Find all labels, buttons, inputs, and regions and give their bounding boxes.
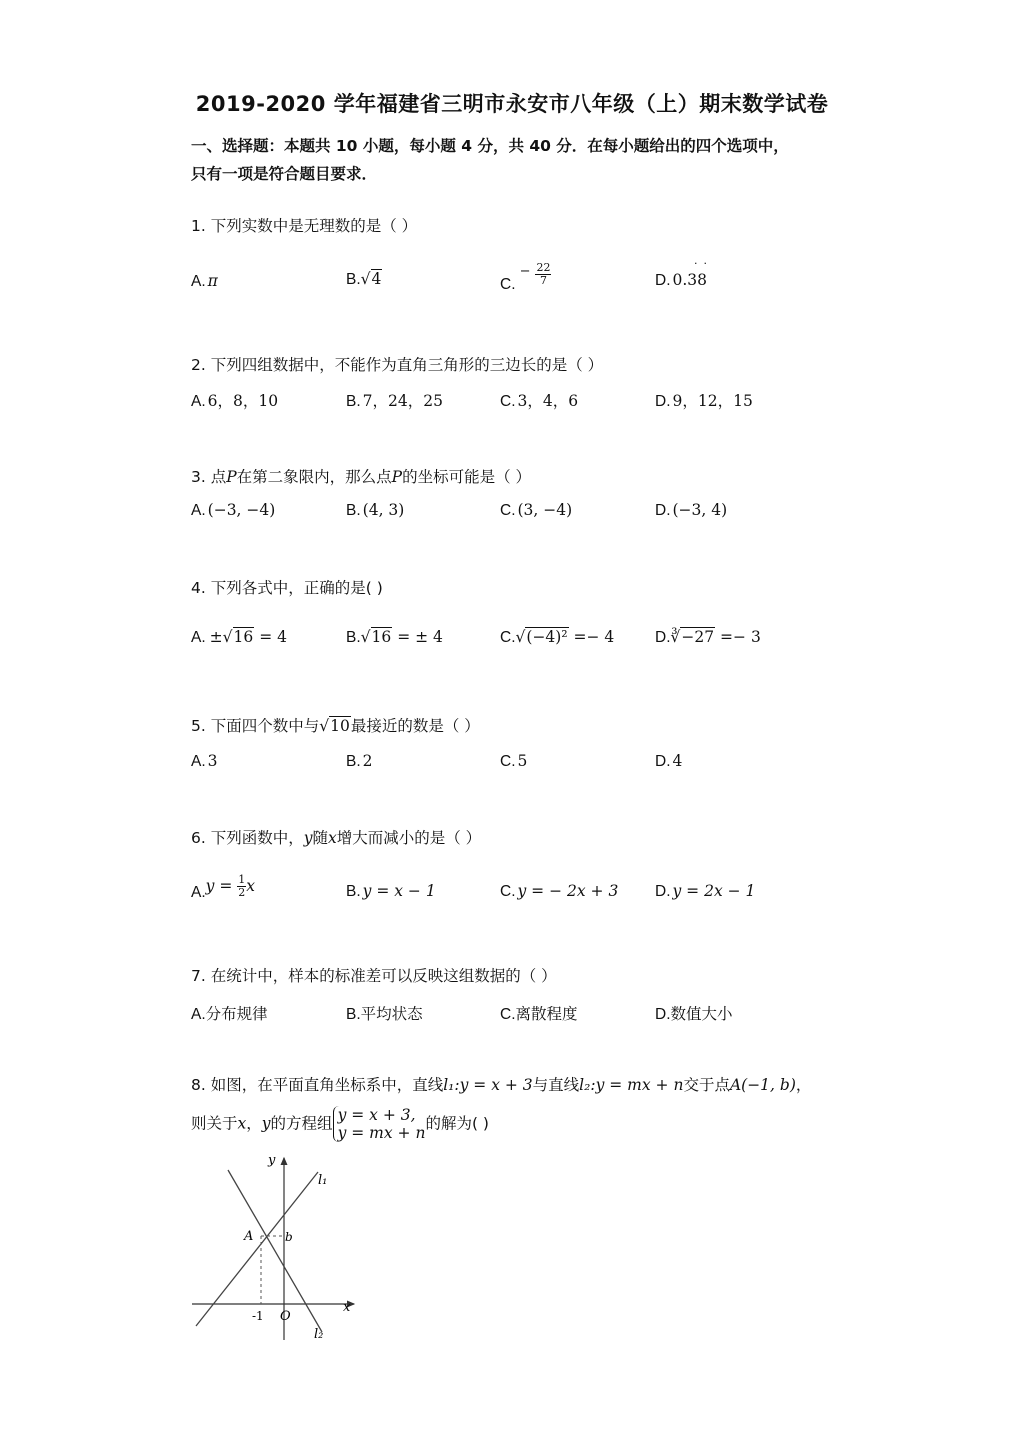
repeating-dots: ·· bbox=[694, 257, 713, 270]
option-label: D. bbox=[655, 502, 671, 519]
option-value: (4, 3) bbox=[362, 501, 405, 519]
point-a-label: A bbox=[244, 1229, 254, 1244]
radicand: 16 bbox=[371, 628, 392, 646]
option-value: (−3, −4) bbox=[207, 501, 276, 519]
option-label: A. bbox=[191, 393, 206, 410]
stem-text: 的方程组 bbox=[270, 1114, 333, 1133]
variable-x: x bbox=[237, 1114, 247, 1133]
option-label: C. bbox=[500, 276, 516, 293]
q4-option-c[interactable] bbox=[500, 628, 614, 647]
q5-option-b[interactable] bbox=[346, 752, 373, 771]
q5-option-d[interactable] bbox=[655, 752, 682, 771]
option-value: y = 2x − 1 bbox=[672, 882, 756, 900]
section-heading-line1: 一、选择题：本题共 10 小题，每小题 4 分，共 40 分．在每小题给出的四个选项中， bbox=[191, 137, 789, 155]
option-label: B. bbox=[346, 629, 361, 646]
option-value: 2 bbox=[362, 752, 373, 770]
option-label: C. bbox=[500, 629, 516, 646]
variable-x: x bbox=[246, 877, 256, 895]
option-label: B. bbox=[346, 1006, 361, 1023]
line-l1 bbox=[196, 1172, 318, 1326]
origin-label: O bbox=[280, 1309, 291, 1324]
option-value: 3 bbox=[207, 752, 218, 770]
sqrt-expression: √10 bbox=[319, 717, 350, 735]
q1-option-c[interactable] bbox=[500, 261, 551, 293]
line-l1-equation: l₁:y = x + 3 bbox=[443, 1076, 533, 1094]
fraction bbox=[237, 874, 246, 899]
option-value: π bbox=[207, 272, 218, 290]
stem-text: 的坐标可能是（ ） bbox=[402, 468, 532, 486]
stem-text: 最接近的数是（ ） bbox=[350, 717, 480, 735]
stem-text: ， bbox=[246, 1114, 262, 1133]
question-5-stem bbox=[191, 714, 480, 736]
option-label: D. bbox=[655, 629, 671, 646]
q3-option-a[interactable] bbox=[191, 501, 275, 520]
question-8-stem-line2 bbox=[191, 1106, 489, 1142]
q6-option-a[interactable] bbox=[191, 874, 255, 899]
option-label: A. bbox=[191, 629, 206, 646]
line-l1-label: l₁ bbox=[318, 1173, 328, 1188]
stem-text: 6. 下列函数中， bbox=[191, 829, 304, 847]
question-4-stem: 4. 下列各式中，正确的是( ) bbox=[191, 579, 383, 597]
option-label: C. bbox=[500, 502, 516, 519]
option-value: 平均状态 bbox=[360, 1005, 423, 1023]
option-label: D. bbox=[655, 753, 671, 770]
variable-p: P bbox=[391, 468, 403, 486]
option-label: B. bbox=[346, 502, 361, 519]
option-value: y = − 2x + 3 bbox=[517, 882, 619, 900]
section-heading-line2: 只有一项是符合题目要求． bbox=[191, 165, 378, 183]
q1-option-a[interactable] bbox=[191, 272, 218, 291]
equation-lhs: y = bbox=[205, 877, 238, 895]
neg-one-label: -1 bbox=[252, 1309, 264, 1323]
option-value: 3，4，6 bbox=[517, 392, 579, 410]
option-label: D. bbox=[655, 1006, 671, 1023]
q7-option-d[interactable] bbox=[655, 1002, 733, 1024]
fraction-denominator: 7 bbox=[539, 274, 547, 287]
option-label: C. bbox=[500, 753, 516, 770]
option-label: A. bbox=[191, 502, 206, 519]
plus-minus: ± bbox=[209, 628, 223, 646]
option-label: C. bbox=[500, 393, 516, 410]
stem-text: 8. 如图，在平面直角坐标系中，直线 bbox=[191, 1076, 444, 1094]
cube-root-expression bbox=[671, 627, 716, 646]
q7-option-b[interactable] bbox=[346, 1002, 423, 1024]
radicand: (−4)² bbox=[526, 628, 568, 646]
option-label: A. bbox=[191, 884, 206, 901]
stem-text: 的解为( ) bbox=[425, 1114, 489, 1133]
sqrt-expression: √16 bbox=[222, 628, 254, 646]
stem-text: 交于点 bbox=[683, 1076, 730, 1094]
option-value: 7，24，25 bbox=[362, 392, 443, 410]
stem-text: 3. 点 bbox=[191, 468, 227, 486]
radicand: −27 bbox=[681, 628, 715, 646]
option-label: D. bbox=[655, 272, 671, 289]
option-label: D. bbox=[655, 393, 671, 410]
option-value: 数值大小 bbox=[670, 1005, 733, 1023]
option-value: (3, −4) bbox=[517, 501, 573, 519]
fraction-numerator: 1 bbox=[238, 873, 246, 886]
option-label: A. bbox=[191, 753, 206, 770]
option-label: B. bbox=[346, 271, 361, 288]
option-equation-rest: = ± 4 bbox=[392, 628, 443, 646]
option-value: 分布规律 bbox=[205, 1005, 268, 1023]
fraction-numerator: 22 bbox=[536, 261, 551, 274]
variable-x: x bbox=[328, 829, 337, 847]
minus-sign: − bbox=[515, 264, 531, 279]
b-label: b bbox=[285, 1230, 293, 1244]
option-value: 5 bbox=[517, 752, 528, 770]
q1-option-d[interactable] bbox=[655, 257, 713, 290]
stem-text: 与直线 bbox=[532, 1076, 580, 1094]
q2-option-c[interactable] bbox=[500, 389, 578, 411]
cube-root-sign: ∛ bbox=[670, 628, 681, 646]
q2-option-d[interactable] bbox=[655, 389, 753, 411]
coordinate-graph bbox=[188, 1148, 368, 1348]
equation-2: y = mx + n bbox=[337, 1124, 426, 1142]
q1-option-b[interactable] bbox=[346, 270, 382, 289]
option-equation-rest: =− 4 bbox=[568, 628, 615, 646]
q7-option-a[interactable] bbox=[191, 1002, 268, 1024]
stem-text: 增大而减小的是（ ） bbox=[336, 829, 482, 847]
q4-option-b[interactable] bbox=[346, 628, 443, 647]
page-title: 2019-2020 学年福建省三明市永安市八年级（上）期末数学试卷 bbox=[195, 92, 829, 116]
stem-text: 则关于 bbox=[191, 1114, 238, 1133]
question-3-stem bbox=[191, 465, 531, 487]
option-value: (−3, 4) bbox=[672, 501, 728, 519]
line-l2-label: l₂ bbox=[314, 1327, 324, 1342]
option-value: 离散程度 bbox=[515, 1005, 578, 1023]
option-label: A. bbox=[191, 1006, 206, 1023]
q2-option-b[interactable] bbox=[346, 389, 443, 411]
option-equation-rest: =− 3 bbox=[715, 628, 761, 646]
option-value: 0.38 bbox=[672, 271, 708, 289]
q7-option-c[interactable] bbox=[500, 1002, 578, 1024]
q4-option-a[interactable] bbox=[191, 628, 287, 647]
fraction bbox=[535, 262, 551, 287]
q3-option-c[interactable] bbox=[500, 501, 572, 520]
q5-option-a[interactable] bbox=[191, 752, 218, 771]
sqrt-expression: √4 bbox=[360, 270, 382, 288]
option-value: 4 bbox=[672, 752, 683, 770]
stem-text: 5. 下面四个数中与 bbox=[191, 717, 320, 735]
q3-option-b[interactable] bbox=[346, 501, 404, 520]
option-value: y = x − 1 bbox=[362, 882, 436, 900]
section-heading bbox=[191, 132, 891, 188]
equation-system bbox=[333, 1106, 426, 1142]
option-value: 9，12，15 bbox=[672, 392, 753, 410]
point-a: A(−1, b) bbox=[729, 1076, 796, 1094]
line-l2-equation: l₂:y = mx + n bbox=[579, 1076, 684, 1094]
q3-option-d[interactable] bbox=[655, 501, 727, 520]
y-axis-label: y bbox=[268, 1153, 276, 1168]
q5-option-c[interactable] bbox=[500, 752, 527, 771]
stem-text: 随 bbox=[312, 829, 328, 847]
option-label: A. bbox=[191, 273, 206, 290]
stem-text: ， bbox=[795, 1076, 812, 1094]
q6-option-d[interactable] bbox=[655, 882, 755, 901]
fraction-denominator: 2 bbox=[238, 886, 246, 899]
x-axis-label: x bbox=[343, 1300, 351, 1315]
line-l2 bbox=[228, 1170, 322, 1332]
question-6-stem bbox=[191, 826, 481, 848]
question-7-stem: 7. 在统计中，样本的标准差可以反映这组数据的（ ） bbox=[191, 967, 557, 985]
variable-y: y bbox=[303, 829, 313, 847]
option-label: C. bbox=[500, 1006, 516, 1023]
question-2-stem: 2. 下列四组数据中，不能作为直角三角形的三边长的是（ ） bbox=[191, 356, 604, 374]
option-label: B. bbox=[346, 753, 361, 770]
option-label: B. bbox=[346, 393, 361, 410]
question-8-stem-line1 bbox=[191, 1073, 811, 1095]
variable-p: P bbox=[226, 468, 237, 486]
option-label: B. bbox=[346, 883, 361, 900]
stem-text: 在第二象限内，那么点 bbox=[236, 468, 392, 486]
q6-option-b[interactable] bbox=[346, 882, 436, 901]
option-label: C. bbox=[500, 883, 516, 900]
q4-option-d[interactable] bbox=[655, 628, 761, 647]
q2-option-a[interactable] bbox=[191, 389, 278, 411]
radicand: 10 bbox=[330, 717, 350, 735]
equation-1: y = x + 3, bbox=[337, 1106, 416, 1124]
option-value: 6，8，10 bbox=[207, 392, 279, 410]
radicand: 4 bbox=[371, 270, 382, 288]
question-1-stem: 1. 下列实数中是无理数的是（ ） bbox=[191, 217, 418, 235]
sqrt-expression: √(−4)² bbox=[515, 628, 568, 646]
radicand: 16 bbox=[233, 628, 254, 646]
option-label: D. bbox=[655, 883, 671, 900]
option-equation-rest: = 4 bbox=[254, 628, 287, 646]
sqrt-expression: √16 bbox=[360, 628, 392, 646]
q6-option-c[interactable] bbox=[500, 882, 618, 901]
variable-y: y bbox=[261, 1114, 271, 1133]
